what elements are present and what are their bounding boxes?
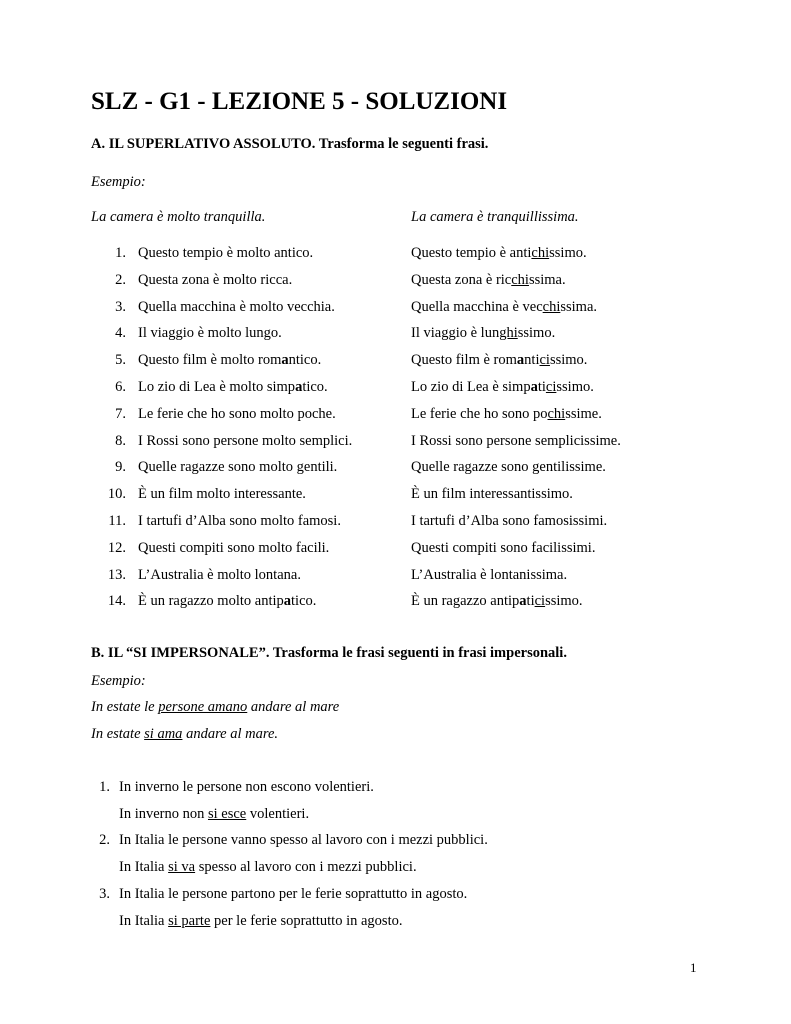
list-item-number: 14. [107,593,126,610]
list-item-question: L’Australia è molto lontana. [138,566,301,583]
list-item-answer: Quella macchina è vecchissima. [411,298,598,315]
list-item-question: I Rossi sono persone molto semplici. [138,432,353,449]
section-a-example-right: La camera è tranquillissima. [411,209,579,225]
list-item-answer: L’Australia è lontanissima. [411,566,568,583]
list-item-number: 2. [99,832,110,849]
list-item-number: 1. [99,779,110,795]
list-item-answer: Questo tempio è antichissimo. [411,245,587,261]
list-item-question: Questa zona è molto ricca. [138,271,293,288]
list-item-question: I tartufi d’Alba sono molto famosi. [138,513,341,529]
list-item-number: 3. [115,298,126,315]
list-item-number: 1. [115,245,126,261]
list-item-question: Quella macchina è molto vecchia. [138,298,335,315]
list-item-answer: In Italia si parte per le ferie soprattutto in agosto. [119,912,403,929]
list-item-question: Le ferie che ho sono molto poche. [138,405,336,422]
list-item-number: 2. [115,271,126,288]
list-item-answer: Questi compiti sono facilissimi. [411,539,596,556]
list-item-question: È un film molto interessante. [138,486,306,503]
section-b-example-2: In estate si ama andare al mare. [91,726,279,742]
list-item-question: Lo zio di Lea è molto simpatico. [138,379,328,395]
list-item-number: 9. [115,459,126,476]
list-item-question: Questi compiti sono molto facili. [138,539,330,556]
list-item-answer: I Rossi sono persone semplicissime. [411,432,621,449]
list-item-number: 7. [115,405,126,422]
list-item-number: 6. [115,379,126,395]
list-item-question: Il viaggio è molto lungo. [138,325,282,342]
list-item-number: 8. [115,432,126,449]
list-item-question: Questo tempio è molto antico. [138,245,314,261]
list-item-answer: In inverno non si esce volentieri. [119,806,310,822]
list-item-number: 5. [115,352,126,369]
section-b-example-1: In estate le persone amano andare al mare [91,699,340,715]
list-item-answer: Il viaggio è lunghissimo. [411,325,556,342]
list-item-question: In Italia le persone partono per le ferie soprattutto in agosto. [119,885,468,902]
list-item-question: In Italia le persone vanno spesso al lavoro con i mezzi pubblici. [119,832,488,849]
section-a-example-label: Esempio: [91,174,146,190]
list-item-answer: È un ragazzo antipaticissimo. [411,593,583,610]
list-item-number: 10. [107,486,126,503]
list-item-answer: Lo zio di Lea è simpaticissimo. [411,379,594,395]
list-item-answer: Questa zona è ricchissima. [411,271,566,288]
list-item-question: Questo film è molto romantico. [138,352,322,369]
section-b-example-label: Esempio: [91,673,146,689]
list-item-question: È un ragazzo molto antipatico. [138,593,317,610]
list-item-number: 4. [115,325,126,342]
list-item-number: 3. [99,885,110,902]
section-a-example-left: La camera è molto tranquilla. [91,209,266,225]
page-number: 1 [690,960,697,975]
list-item-number: 11. [108,513,126,529]
list-item-number: 12. [107,539,126,556]
list-item-number: 13. [107,566,126,583]
list-item-answer: Quelle ragazze sono gentilissime. [411,459,606,476]
section-a-heading: A. IL SUPERLATIVO ASSOLUTO. Trasforma le seguenti frasi. [91,136,489,152]
list-item-question: Quelle ragazze sono molto gentili. [138,459,338,476]
page-title: SLZ - G1 - LEZIONE 5 - SOLUZIONI [91,88,508,115]
list-item-answer: È un film interessantissimo. [411,486,573,503]
section-b-heading: B. IL “SI IMPERSONALE”. Trasforma le frasi seguenti in frasi impersonali. [91,645,567,661]
list-item-question: In inverno le persone non escono volentieri. [119,779,374,795]
list-item-answer: I tartufi d’Alba sono famosissimi. [411,513,608,529]
list-item-answer: In Italia si va spesso al lavoro con i mezzi pubblici. [119,859,417,876]
list-item-answer: Questo film è romanticissimo. [411,352,588,369]
list-item-answer: Le ferie che ho sono pochissime. [411,405,602,422]
